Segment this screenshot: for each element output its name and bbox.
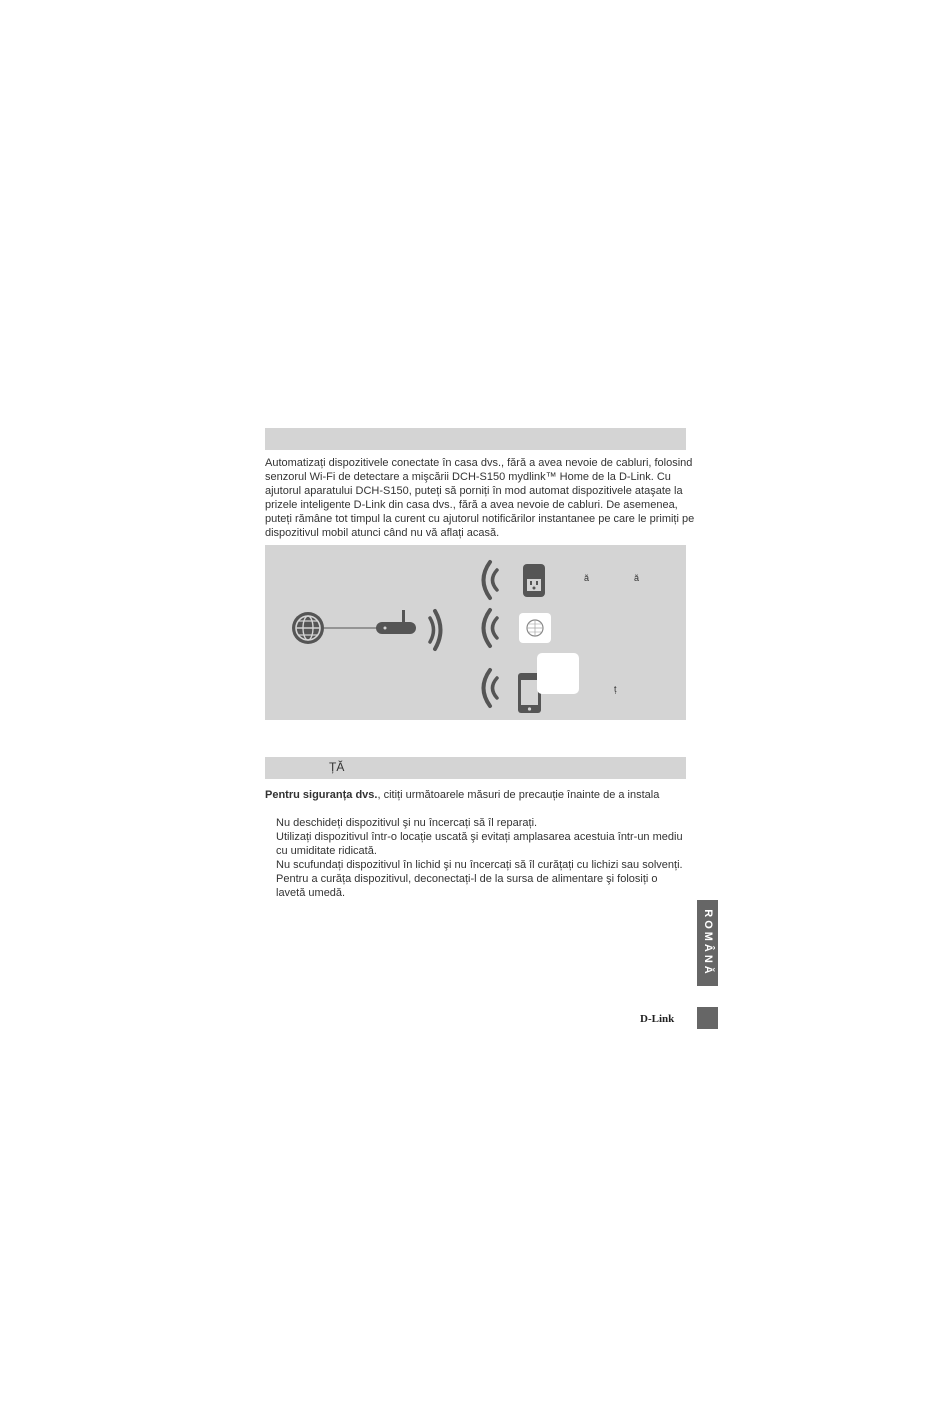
safety-intro-rest: , citiți următoarele măsuri de precauție înainte de a instala xyxy=(377,789,660,801)
language-tab-label: ROMÂNĂ xyxy=(701,909,714,977)
list-item: Utilizați dispozitivul într-o locație uscată şi evitați amplasarea acestuia într-un mediu cu umiditate ridicată. xyxy=(276,831,683,858)
language-tab xyxy=(697,900,718,986)
smart-plug-icon xyxy=(523,564,545,597)
safety-intro-bold: Pentru siguranța dvs. xyxy=(265,789,378,801)
router-signal-waves-icon xyxy=(430,611,441,649)
motion-sensor-icon xyxy=(519,613,551,643)
phone-signal-waves-icon xyxy=(484,670,498,706)
sensor-signal-waves-icon xyxy=(484,610,498,646)
safety-section-title: ȚĂ xyxy=(329,760,345,774)
page-number-box xyxy=(697,1007,718,1029)
safety-list xyxy=(276,816,686,901)
brand-logo: D-Link xyxy=(640,1013,675,1025)
list-item: Nu scufundați dispozitivul în lichid şi nu încercați să îl curățați cu lichizi sau solvenți. Pentru a curăța dispozitivul, deconectați-l de la sursa de alimentare şi folosiți o lavetă umedă. xyxy=(276,859,683,900)
globe-icon xyxy=(292,612,324,644)
intro-paragraph: Automatizați dispozitivele conectate în casa dvs., fără a avea nevoie de cabluri, folosind senzorul Wi-Fi de detectare a mişcării DCH-S150 mydlink™ Home de la D-Link. Cu ajutorul aparatului DCH-S150, puteți să porniți în mod automat dispozitivele ataşate la prizele inteligente D-Link din casa dvs., fără a avea nevoie de cabluri. De asemenea, puteți rămâne tot timpul la curent cu ajutorul notificărilor instantanee pe care le primiți pe dispozitivul mobil atunci când nu vă aflați acasă. xyxy=(265,457,695,540)
safety-intro xyxy=(265,789,659,801)
safety-header-bar xyxy=(265,757,686,779)
router-icon xyxy=(376,610,416,634)
diagram-label: ă xyxy=(584,573,590,583)
notification-popup xyxy=(537,653,579,694)
list-item: Nu deschideți dispozitivul şi nu încercați să îl reparați. xyxy=(276,817,538,829)
network-diagram xyxy=(265,545,686,720)
plug-signal-waves-icon xyxy=(484,562,498,598)
section-header-bar xyxy=(265,428,686,450)
diagram-label: ț xyxy=(614,684,617,694)
diagram-graphics xyxy=(265,545,686,720)
diagram-label: ă xyxy=(634,573,640,583)
